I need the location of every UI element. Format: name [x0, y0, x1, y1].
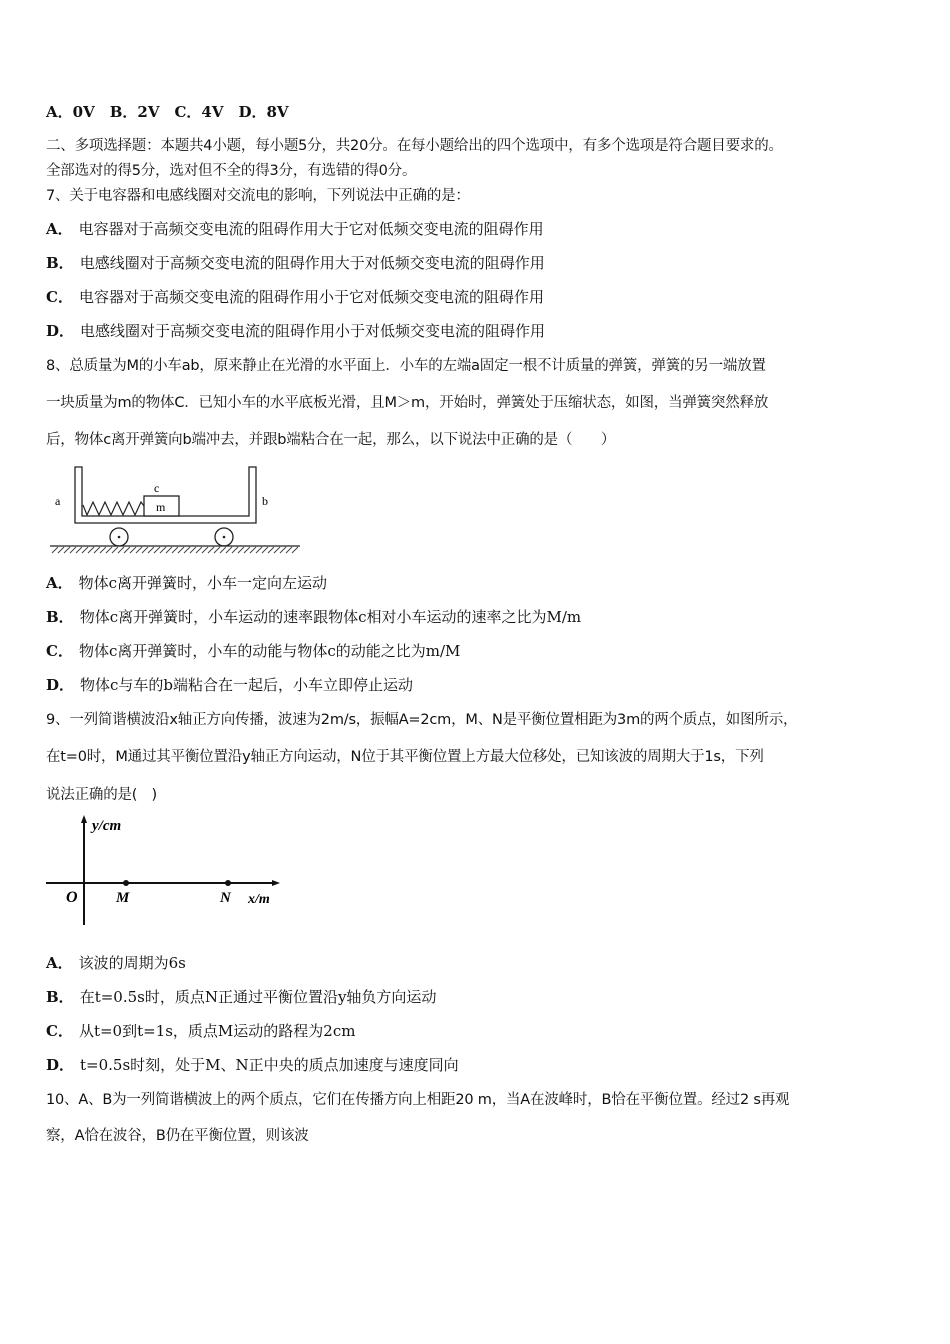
option-text: 物体c与车的b端粘合在一起后，小车立即停止运动 — [80, 676, 414, 694]
option-label: A． — [46, 220, 73, 238]
option-text: 物体c离开弹簧时，小车一定向左运动 — [78, 574, 328, 592]
prev-question-options: A．0V B．2V C．4V D．8V — [46, 103, 289, 121]
option-label: B． — [46, 254, 74, 272]
option-text: 该波的周期为6s — [78, 954, 186, 972]
q10-stem-line1: 10、A、B为一列简谐横波上的两个质点，它们在传播方向上相距20 m，当A在波峰时，B恰在平衡位置。经过2 s再观 — [46, 1092, 790, 1108]
q8-stem-line1: 8、总质量为M的小车ab，原来静止在光滑的水平面上．小车的左端a固定一根不计质量的弹簧，弹簧的另一端放置 — [46, 358, 766, 374]
mass-label-m: m — [156, 500, 166, 514]
wheel-icon — [110, 528, 128, 546]
q7-option-b — [46, 253, 545, 273]
q9-stem-line3: 说法正确的是( ) — [46, 787, 158, 803]
q8-option-d — [46, 675, 413, 695]
option-label: B． — [46, 988, 74, 1006]
y-axis-arrow-icon — [81, 815, 87, 823]
q8-option-b — [46, 607, 581, 627]
option-text: 物体c离开弹簧时，小车运动的速率跟物体c相对小车运动的速率之比为M/m — [79, 608, 582, 626]
q9-option-b — [46, 987, 436, 1007]
option-text: 电容器对于高频交变电流的阻碍作用大于它对低频交变电流的阻碍作用 — [78, 220, 544, 238]
origin-label: O — [66, 889, 78, 906]
option-text: 物体c离开弹簧时，小车的动能与物体c的动能之比为m/M — [78, 642, 461, 660]
q8-option-c — [46, 641, 460, 661]
x-axis-label: x/m — [248, 892, 270, 907]
point-m-marker — [123, 880, 129, 886]
wheel-icon — [215, 528, 233, 546]
x-axis-arrow-icon — [272, 880, 280, 886]
option-text: t=0.5s时刻，处于M、N正中央的质点加速度与速度同向 — [80, 1056, 459, 1074]
point-n-label: N — [220, 890, 231, 906]
option-label: D． — [46, 676, 75, 694]
option-label: A． — [46, 954, 73, 972]
option-label: A． — [46, 574, 73, 592]
option-text: 电感线圈对于高频交变电流的阻碍作用大于对低频交变电流的阻碍作用 — [79, 254, 545, 272]
q7-option-a — [46, 219, 544, 239]
section-heading-line2: 全部选对的得5分，选对但不全的得3分，有选错的得0分。 — [46, 163, 417, 179]
q9-option-d — [46, 1055, 459, 1075]
option-text: 从t=0到t=1s，质点M运动的路程为2cm — [78, 1022, 356, 1040]
q9-stem-line2: 在t=0时，M通过其平衡位置沿y轴正方向运动，N位于其平衡位置上方最大位移处，已知该波的周期大于1s，下列 — [46, 749, 764, 765]
y-axis-label: y/cm — [92, 818, 122, 834]
option-text: 在t=0.5s时，质点N正通过平衡位置沿y轴负方向运动 — [79, 988, 437, 1006]
q9-option-c — [46, 1021, 355, 1041]
q9-option-a — [46, 953, 186, 973]
q7-stem: 7、关于电容器和电感线圈对交流电的影响，下列说法中正确的是： — [46, 188, 470, 204]
section-heading-line1: 二、多项选择题：本题共4小题，每小题5分，共20分。在每小题给出的四个选项中，有多个选项是符合题目要求的。 — [46, 138, 783, 154]
option-label: C． — [46, 288, 73, 306]
q7-option-d — [46, 321, 545, 341]
option-label: D． — [46, 322, 75, 340]
option-text: 电容器对于高频交变电流的阻碍作用小于它对低频交变电流的阻碍作用 — [78, 288, 544, 306]
q8-stem-line3: 后，物体c离开弹簧向b端冲去，并跟b端粘合在一起，那么，以下说法中正确的是（ ） — [46, 432, 616, 448]
q10-stem-line2: 察，A恰在波谷，B仍在平衡位置，则该波 — [46, 1128, 309, 1144]
option-label: D． — [46, 1056, 75, 1074]
cart-spring-diagram — [40, 460, 310, 560]
q7-option-c — [46, 287, 544, 307]
q8-stem-line2: 一块质量为m的物体C．已知小车的水平底板光滑，且M＞m，开始时，弹簧处于压缩状态，如图，当弹簧突然释放 — [46, 395, 769, 411]
option-text: 电感线圈对于高频交变电流的阻碍作用小于对低频交变电流的阻碍作用 — [80, 322, 546, 340]
q9-stem-line1: 9、一列简谐横波沿x轴正方向传播，波速为2m/s，振幅A=2cm，M、N是平衡位置相距为3m的两个质点，如图所示， — [46, 712, 798, 728]
block-label-c: c — [154, 481, 160, 495]
q8-option-a — [46, 573, 327, 593]
end-label-a: a — [55, 494, 61, 508]
option-label: C． — [46, 1022, 73, 1040]
wave-axis-diagram — [40, 810, 300, 935]
point-n-marker — [225, 880, 231, 886]
point-m-label: M — [116, 890, 130, 906]
end-label-b: b — [262, 494, 268, 508]
option-label: B． — [46, 608, 74, 626]
option-label: C． — [46, 642, 73, 660]
